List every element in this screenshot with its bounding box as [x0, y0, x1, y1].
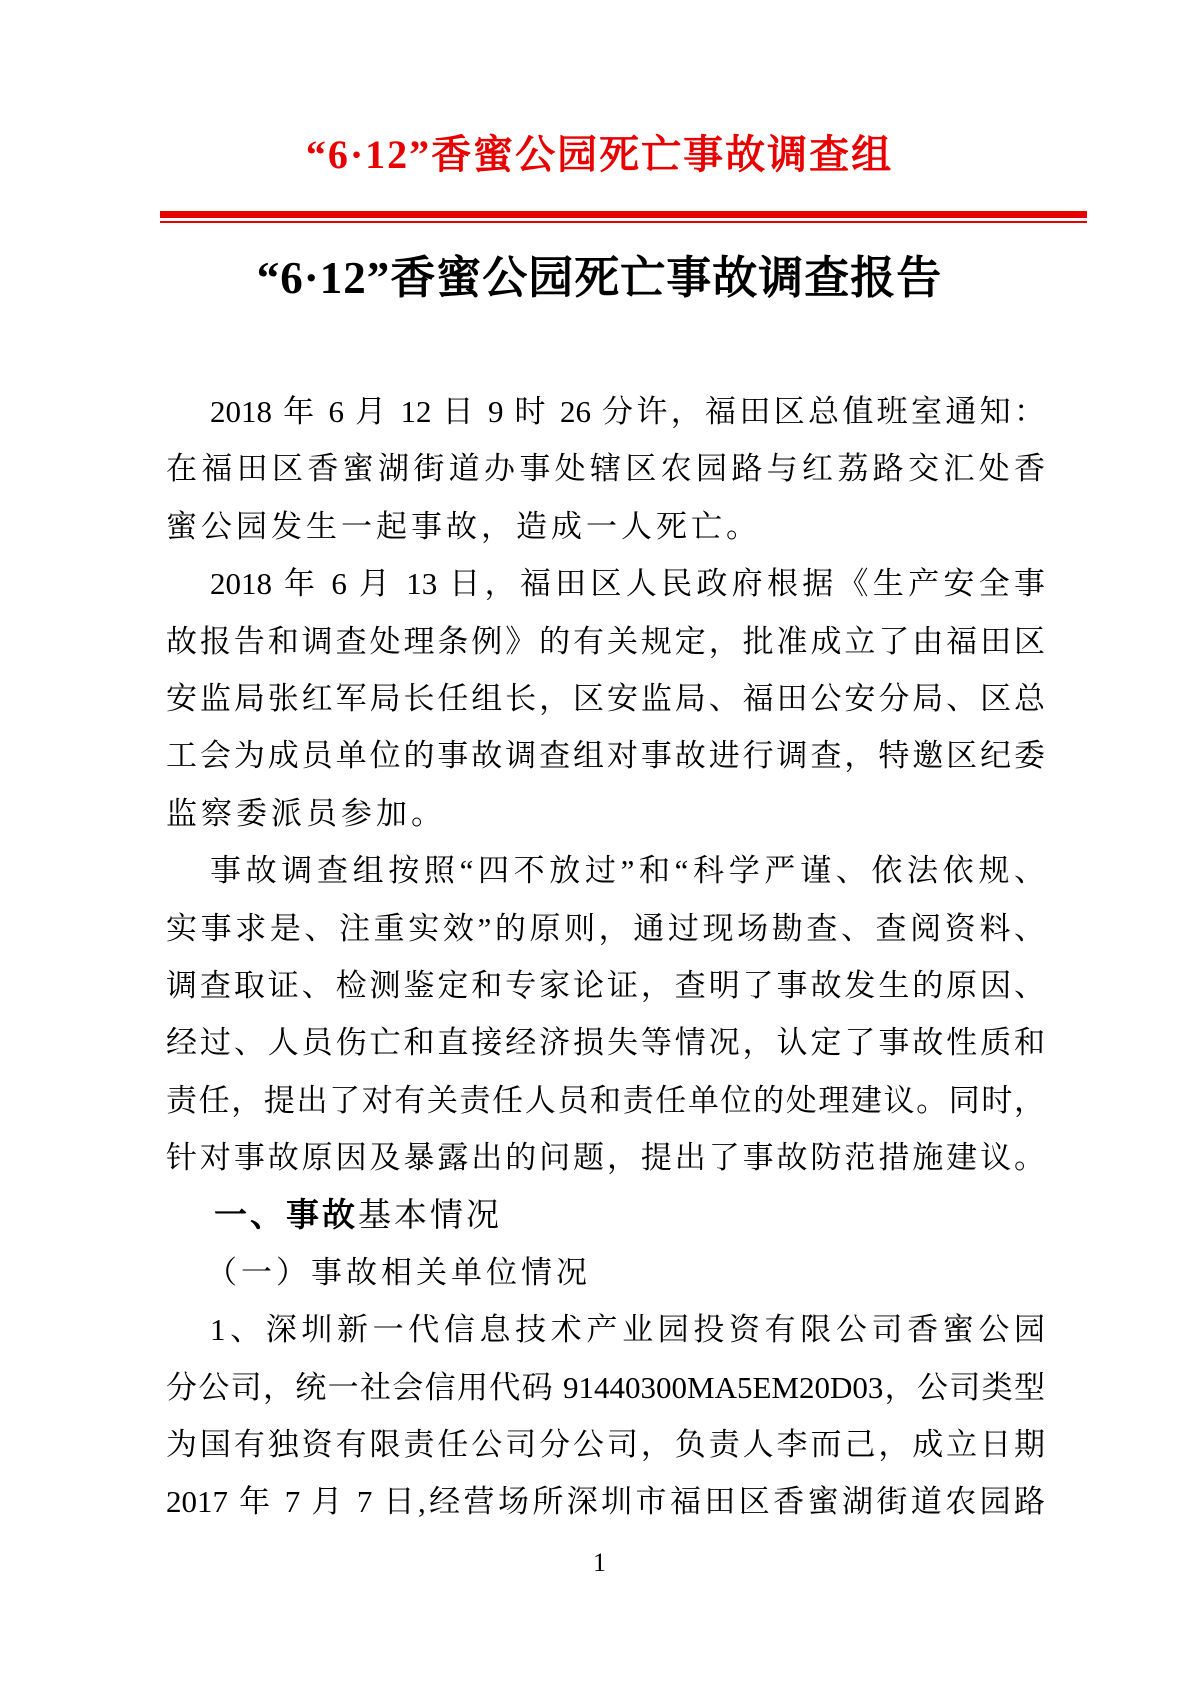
body-line: 监察委派员参加。 — [166, 795, 446, 831]
section-heading-text: 基本情况 — [358, 1196, 502, 1234]
section-heading — [166, 1186, 1045, 1243]
body-line: 工会为成员单位的事故调查组对事故进行调查，特邀区纪委 — [166, 738, 1045, 774]
body-line: 安监局张红军局长任组长，区安监局、福田公安分局、区总 — [166, 680, 1045, 716]
body-line: 在福田区香蜜湖街道办事处辖区农园路与红荔路交汇处香 — [166, 451, 1045, 487]
divider-thick-rule — [160, 211, 1087, 218]
divider-thin-rule — [160, 221, 1087, 223]
body-line: 2018 年 6 月 13 日，福田区人民政府根据《生产安全事 — [210, 566, 1045, 602]
section-heading-number: 一、事故 — [214, 1196, 358, 1234]
letterhead-title: “6·12”香蜜公园死亡事故调查组 — [305, 132, 894, 177]
body-line: 责任，提出了对有关责任人员和责任单位的处理建议。同时， — [166, 1082, 1045, 1118]
page-number: 1 — [593, 1547, 606, 1577]
subsection-heading: （一）事故相关单位情况 — [206, 1254, 591, 1290]
document-body — [166, 383, 1045, 1531]
body-line: 针对事故原因及暴露出的问题，提出了事故防范措施建议。 — [166, 1140, 1045, 1176]
body-line: 实事求是、注重实效”的原则，通过现场勘查、查阅资料、 — [166, 910, 1045, 946]
document-title: “6·12”香蜜公园死亡事故调查报告 — [256, 253, 943, 303]
body-line: 2017 年 7 月 7 日,经营场所深圳市福田区香蜜湖街道农园路 — [166, 1484, 1045, 1520]
body-line: 蜜公园发生一起事故，造成一人死亡。 — [166, 508, 761, 544]
body-line: 事故调查组按照“四不放过”和“科学严谨、依法依规、 — [210, 853, 1045, 889]
body-line: 2018 年 6 月 12 日 9 时 26 分许，福田区总值班室通知： — [210, 394, 1045, 429]
body-line: 分公司，统一社会信用代码 91440300MA5EM20D03，公司类型 — [166, 1369, 1045, 1405]
body-line: 为国有独资有限责任公司分公司，负责人李而己，成立日期 — [166, 1427, 1045, 1463]
body-line: 故报告和调查处理条例》的有关规定，批准成立了由福田区 — [166, 623, 1045, 659]
letterhead-divider — [160, 211, 1087, 223]
body-line: 经过、人员伤亡和直接经济损失等情况，认定了事故性质和 — [166, 1025, 1045, 1061]
body-line: 调查取证、检测鉴定和专家论证，查明了事故发生的原因、 — [166, 967, 1045, 1003]
body-line: 1、深圳新一代信息技术产业园投资有限公司香蜜公园 — [210, 1312, 1045, 1348]
